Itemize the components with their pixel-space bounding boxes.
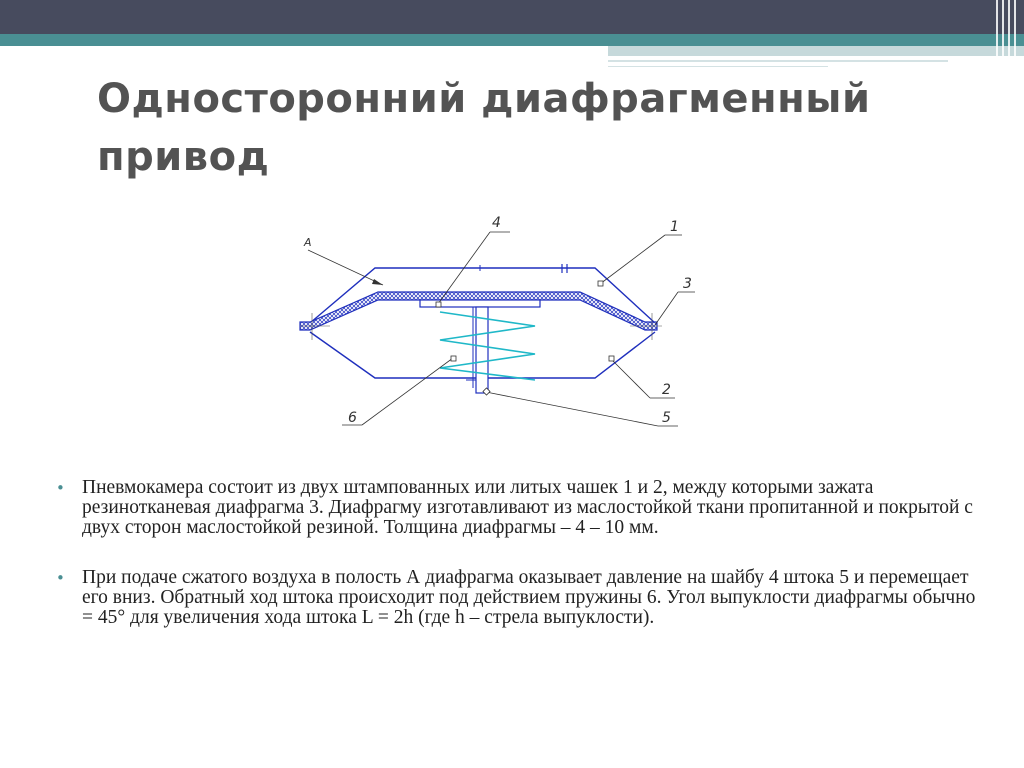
bullet-list <box>56 478 986 658</box>
stem <box>476 307 488 393</box>
bullet-icon: • <box>56 569 65 587</box>
list-item <box>56 568 986 628</box>
accent-band-light <box>608 46 1024 56</box>
label-1: 1 <box>670 219 679 235</box>
bullet-text: При подаче сжатого воздуха в полость А диафрагма оказывает давление на шайбу 4 штока 5 и перемещает его вниз. Обратный ход штока происходит под действием пружины 6. Угол выпуклости диафрагмы обычно = 45° для увеличения хода штока L = 2h (где h – стрела выпуклости). <box>82 567 976 628</box>
label-3: 3 <box>683 276 692 292</box>
label-2: 2 <box>662 382 671 398</box>
bullet-text: Пневмокамера состоит из двух штампованных или литых чашек 1 и 2, между которыми зажата резинотканевая диафрагма 3. Диафрагму изготавливают из маслостойкой ткани пропитанной и покрытой с двух сторон маслостойкой резиной. Толщина диафрагмы – 4 – 10 мм. <box>82 477 973 538</box>
accent-line <box>608 60 948 62</box>
accent-band <box>0 34 1024 46</box>
label-4: 4 <box>492 215 501 231</box>
diaphragm-actuator-diagram <box>290 210 710 435</box>
label-5: 5 <box>662 410 671 426</box>
label-a: А <box>304 236 312 249</box>
list-item <box>56 478 986 538</box>
slide-title: Односторонний диафрагменный привод <box>97 76 871 180</box>
bullet-icon: • <box>56 479 65 497</box>
header-bar <box>0 0 1024 34</box>
label-6: 6 <box>348 410 357 426</box>
corner-stripes <box>994 0 1024 70</box>
accent-line <box>608 66 828 67</box>
